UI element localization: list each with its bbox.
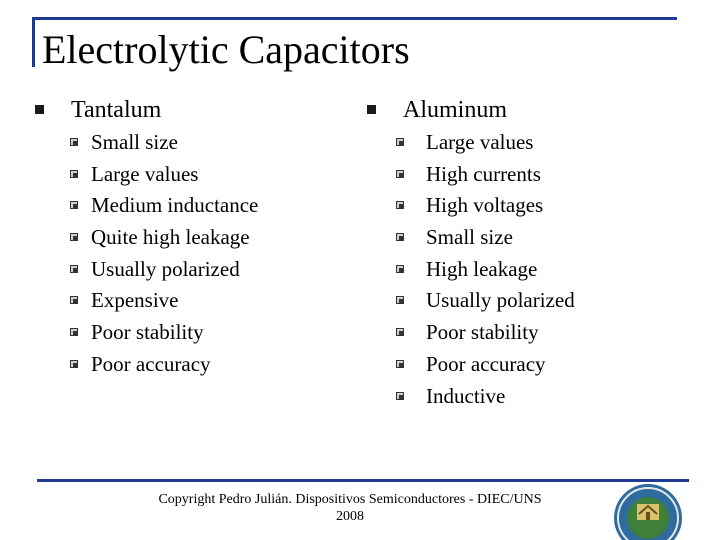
list-item-label: Poor stability — [91, 320, 204, 345]
copyright-year: 2008 — [336, 509, 364, 524]
checkbox-bullet-icon — [70, 265, 78, 273]
checkbox-bullet-icon — [396, 233, 404, 241]
checkbox-bullet-icon — [396, 138, 404, 146]
checkbox-bullet-icon — [396, 201, 404, 209]
list-item-label: Large values — [426, 130, 534, 154]
checkbox-bullet-icon — [70, 170, 78, 178]
list-item-label: Quite high leakage — [91, 225, 250, 250]
square-bullet-icon — [35, 105, 44, 114]
list-item-label: Inductive — [426, 383, 506, 408]
aluminum-heading: Aluminum — [403, 97, 508, 123]
slide-title: Electrolytic Capacitors — [42, 27, 410, 72]
list-item-label: Small size — [426, 225, 513, 250]
checkbox-bullet-icon — [70, 296, 78, 304]
list-item-label: Poor stability — [426, 320, 539, 345]
list-item-label: Large values — [91, 161, 199, 186]
checkbox-bullet-icon — [396, 296, 404, 304]
list-item-label: Expensive — [91, 288, 179, 313]
checkbox-bullet-icon — [70, 233, 78, 241]
list-item-label: High leakage — [426, 256, 538, 281]
checkbox-bullet-icon — [396, 328, 404, 336]
checkbox-bullet-icon — [70, 138, 78, 146]
list-item-label: Usually polarized — [91, 256, 240, 281]
list-item-label: Small size — [91, 130, 178, 154]
checkbox-bullet-icon — [396, 170, 404, 178]
title-rule-left — [32, 17, 35, 67]
list-item-label: Medium inductance — [91, 193, 259, 218]
checkbox-bullet-icon — [70, 201, 78, 209]
title-rule-top — [32, 17, 677, 20]
list-item-label: High currents — [426, 161, 541, 186]
checkbox-bullet-icon — [396, 392, 404, 400]
list-item-label: Usually polarized — [426, 288, 575, 313]
checkbox-bullet-icon — [70, 360, 78, 368]
tantalum-heading: Tantalum — [71, 97, 162, 123]
aluminum-column — [367, 94, 575, 411]
aluminum-heading-row — [367, 94, 508, 126]
university-seal-icon — [612, 484, 684, 540]
footer-rule — [37, 479, 689, 482]
copyright-footer — [150, 491, 550, 525]
tantalum-column — [35, 94, 259, 380]
tantalum-heading-row — [35, 94, 162, 126]
list-item-label: High voltages — [426, 193, 544, 218]
square-bullet-icon — [367, 105, 376, 114]
copyright-line: Copyright Pedro Julián. Dispositivos Semiconductores - DIEC/UNS — [158, 492, 542, 507]
checkbox-bullet-icon — [396, 360, 404, 368]
checkbox-bullet-icon — [70, 328, 78, 336]
list-item-label: Poor accuracy — [426, 351, 546, 376]
list-item-label: Poor accuracy — [91, 351, 211, 376]
checkbox-bullet-icon — [396, 265, 404, 273]
